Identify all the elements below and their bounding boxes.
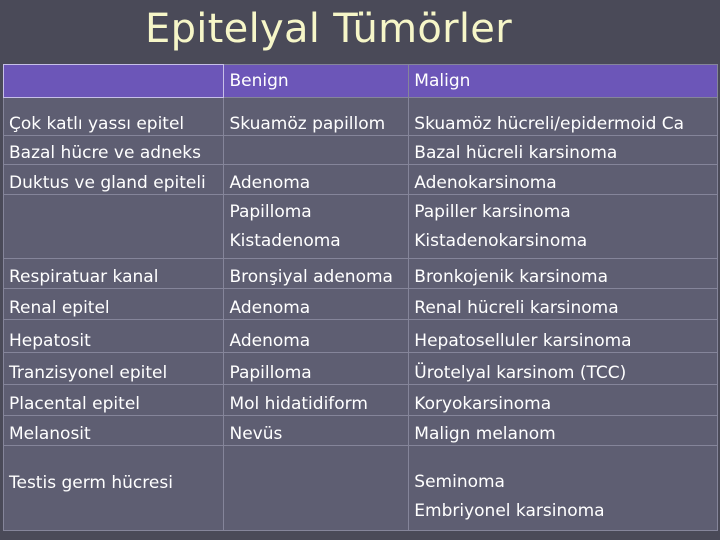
table-row xyxy=(4,165,718,195)
cell-malign: Hepatoselluler karsinoma xyxy=(409,320,718,353)
cell-malign: Bazal hücreli karsinoma xyxy=(409,136,718,165)
cell-malign-line: Kistadenokarsinoma xyxy=(414,231,588,251)
cell-origin xyxy=(4,195,224,259)
table-row xyxy=(4,289,718,320)
cell-origin: Testis germ hücresi xyxy=(4,446,224,531)
cell-malign: Koryokarsinoma xyxy=(409,385,718,416)
cell-malign xyxy=(409,446,718,531)
table-row xyxy=(4,259,718,289)
cell-origin: Melanosit xyxy=(4,416,224,446)
cell-origin: Tranzisyonel epitel xyxy=(4,353,224,385)
header-cell-origin xyxy=(4,65,224,98)
cell-malign: Bronkojenik karsinoma xyxy=(409,259,718,289)
page-title: Epitelyal Tümörler xyxy=(145,6,512,52)
cell-malign: Adenokarsinoma xyxy=(409,165,718,195)
cell-malign-line: Papiller karsinoma xyxy=(414,202,571,222)
table-row xyxy=(4,446,718,531)
header-cell-benign: Benign xyxy=(224,65,409,98)
cell-origin: Hepatosit xyxy=(4,320,224,353)
cell-origin: Bazal hücre ve adneks xyxy=(4,136,224,165)
cell-malign: Skuamöz hücreli/epidermoid Ca xyxy=(409,98,718,136)
header-cell-malign: Malign xyxy=(409,65,718,98)
cell-benign: Adenoma xyxy=(224,320,409,353)
cell-benign: Mol hidatidiform xyxy=(224,385,409,416)
cell-benign-line: Papilloma xyxy=(229,202,312,222)
table-row xyxy=(4,353,718,385)
cell-benign: Adenoma xyxy=(224,165,409,195)
cell-benign: Bronşiyal adenoma xyxy=(224,259,409,289)
cell-origin: Duktus ve gland epiteli xyxy=(4,165,224,195)
cell-benign: Skuamöz papillom xyxy=(224,98,409,136)
cell-malign-line: Embriyonel karsinoma xyxy=(414,501,605,521)
cell-malign: Malign melanom xyxy=(409,416,718,446)
table-row xyxy=(4,195,718,259)
cell-benign xyxy=(224,195,409,259)
cell-origin: Placental epitel xyxy=(4,385,224,416)
cell-malign: Renal hücreli karsinoma xyxy=(409,289,718,320)
table-row xyxy=(4,416,718,446)
cell-malign xyxy=(409,195,718,259)
cell-origin: Respiratuar kanal xyxy=(4,259,224,289)
cell-malign: Ürotelyal karsinom (TCC) xyxy=(409,353,718,385)
table-row xyxy=(4,136,718,165)
cell-origin: Renal epitel xyxy=(4,289,224,320)
table-header-row xyxy=(4,65,718,98)
cell-origin: Çok katlı yassı epitel xyxy=(4,98,224,136)
table-row xyxy=(4,98,718,136)
cell-benign: Nevüs xyxy=(224,416,409,446)
cell-benign xyxy=(224,446,409,531)
cell-malign-line: Seminoma xyxy=(414,472,505,492)
cell-benign: Papilloma xyxy=(224,353,409,385)
cell-benign xyxy=(224,136,409,165)
cell-benign-line: Kistadenoma xyxy=(229,231,341,251)
cell-benign: Adenoma xyxy=(224,289,409,320)
tumor-table xyxy=(3,64,718,531)
table-row xyxy=(4,320,718,353)
table-row xyxy=(4,385,718,416)
